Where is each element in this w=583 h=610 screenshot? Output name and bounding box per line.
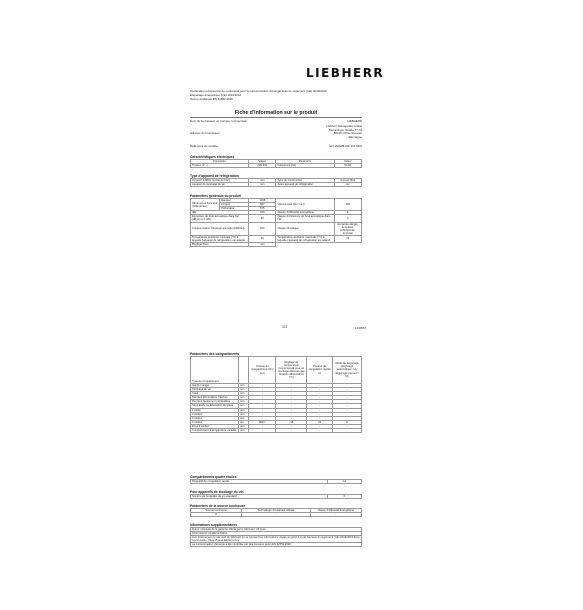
page-number: 1/3 — [282, 325, 287, 329]
general-row — [191, 215, 362, 222]
comp-cell: - — [307, 392, 333, 396]
general-row — [191, 235, 362, 242]
intro-line-2: Étiquetage énergétique (UE) 2019/2016 — [190, 93, 242, 97]
comp-cell: A — [332, 420, 361, 424]
comp-cell: - — [249, 429, 276, 433]
page-title: Fiche d'information sur le produit — [234, 110, 318, 116]
type-cell: à poser libre — [334, 179, 361, 183]
general-cell: E — [334, 211, 361, 215]
general-title: Paramètres généraux du produit — [190, 194, 241, 198]
general-cell: Température ambiante minimale (°C) à laquelle l'appareil de réfrigération est adapté — [191, 235, 249, 242]
intro-line-3: Norme appliquée EN 62552:2020 — [190, 97, 233, 101]
general-cell — [334, 243, 361, 247]
comp-cell: - — [249, 384, 276, 388]
comp-table — [190, 356, 362, 433]
comp-cell: Zone 2 étoiles — [191, 424, 239, 428]
elec-c4: 50-60 — [334, 164, 361, 168]
comp-cell: non — [238, 388, 248, 392]
comp-cell: - — [307, 429, 333, 433]
comp-cell: 4 étoiles — [191, 420, 239, 424]
intro-line-1: Déclaration européenne de conformité pour la consommation d'énergie selon le règlement (UE) 2019/2016 — [190, 89, 327, 93]
comp-cell: non — [238, 424, 248, 428]
comp-cell: non — [238, 400, 248, 404]
comp-cell: - — [332, 412, 361, 416]
wine-label: Nombre de bouteilles de vin standard — [191, 495, 328, 499]
comp-cell: - — [249, 400, 276, 404]
comp-h: Pouvoir de congélation (kg/24 h) — [307, 357, 333, 384]
comp-cell: non — [238, 429, 248, 433]
general-cell: C — [334, 215, 361, 222]
dim-name: Largeur — [220, 203, 249, 207]
elec-table — [190, 159, 362, 168]
comp-cell: - — [332, 416, 361, 420]
comp-cell: - — [249, 424, 276, 428]
light-cell: - — [242, 513, 310, 517]
light-cell: - — [310, 513, 361, 517]
type-cell: Type de construction — [276, 179, 334, 183]
light-h: Classe d'efficacité énergétique — [310, 509, 361, 513]
type-cell: non — [249, 179, 276, 183]
general-table — [190, 198, 362, 247]
comp-cell: - — [307, 400, 333, 404]
general-cell: 10 — [249, 235, 276, 242]
comp-cell: - — [249, 396, 276, 400]
info-label-2: Adresse du fournisseur — [190, 131, 220, 135]
general-cell — [276, 243, 334, 247]
comp-cell: non — [238, 416, 248, 420]
dim-value: 597 — [249, 203, 276, 207]
wine-value: 0 — [327, 495, 361, 499]
comp-cell: - — [276, 396, 307, 400]
extra-line: Informations supplémentaires: — [191, 532, 362, 536]
comp-cell: - — [307, 396, 333, 400]
general-cell: Température ambiante maximale (°C) à laquelle l'appareil de réfrigération est adapté — [276, 235, 334, 242]
extra-title: Informations supplémentaires — [190, 523, 238, 527]
comp-h — [238, 357, 248, 384]
volume-label: Volume total (dm³ ou l) — [276, 199, 334, 211]
comp-cell: - — [307, 384, 333, 388]
elec-h4: Valeur — [334, 160, 361, 164]
info-value-3: EN 16DWB (EF 201 991) — [329, 144, 362, 148]
general-row — [191, 243, 362, 247]
comp-cell: - — [249, 408, 276, 412]
four-star-value: oui — [327, 480, 361, 484]
elec-h3: Paramètre — [276, 160, 334, 164]
general-cell: 36 — [249, 215, 276, 222]
wine-table — [190, 494, 362, 499]
elec-c1: Tension (V ~) — [191, 164, 249, 168]
dim-value: 1465 — [249, 199, 276, 203]
comp-title: Paramètres des compartiments — [190, 352, 240, 356]
comp-cell: - — [249, 416, 276, 420]
comp-h: Type de compartiment — [191, 357, 239, 384]
info-label-1: Nom du fournisseur ou marque commerciale — [190, 119, 248, 123]
comp-cell: - — [307, 424, 333, 428]
elec-title: Caractéristiques électriques — [190, 155, 235, 159]
extra-table — [190, 527, 362, 547]
title-rule — [190, 117, 362, 118]
comp-cell: non — [238, 408, 248, 412]
dim-value: 675 — [249, 207, 276, 211]
type-cell: non — [249, 183, 276, 187]
elec-c2: 220-240 — [249, 164, 276, 168]
comp-cell: - — [332, 392, 361, 396]
info-value-1: LIEBHERR — [347, 119, 362, 123]
comp-cell: - — [332, 384, 361, 388]
comp-cell: - — [332, 388, 361, 392]
comp-cell: 399,7 — [249, 420, 276, 424]
light-h: Source lumineuse — [191, 509, 242, 513]
comp-cell: - — [249, 404, 276, 408]
type-row — [191, 183, 362, 187]
general-cell: Classe d'émissions de bruit acoustique dans l'air — [276, 215, 334, 222]
light-h: Technologie d'éclairage utilisée — [242, 509, 310, 513]
comp-cell: - — [332, 408, 361, 412]
comp-cell: non — [238, 404, 248, 408]
comp-cell: - — [332, 400, 361, 404]
comp-cell: - — [276, 408, 307, 412]
general-cell: Classe climatique — [276, 222, 334, 235]
general-cell: non — [249, 243, 276, 247]
comp-cell: - — [332, 396, 361, 400]
light-title: Paramètres de la source lumineuse — [190, 504, 246, 508]
comp-cell: Stockage du vin — [191, 388, 239, 392]
comp-cell: - — [276, 404, 307, 408]
comp-cell: 24 — [307, 420, 333, 424]
comp-cell: Garde-manger — [191, 384, 239, 388]
elec-h2: Valeur — [249, 160, 276, 164]
doc-code: 1234567 — [355, 326, 367, 330]
comp-cell: - — [307, 412, 333, 416]
dim-name: Profondeur — [220, 207, 249, 211]
type-cell: Appareil de stockage du vin — [191, 183, 249, 187]
dims-label: Dimensions hors tout (millimètres) — [191, 199, 220, 211]
wine-title: Pour appareils de stockage du vin — [190, 490, 244, 494]
comp-cell: - — [276, 412, 307, 416]
comp-cell: - — [332, 429, 361, 433]
comp-cell: - — [276, 384, 307, 388]
comp-cell: Cave — [191, 392, 239, 396]
comp-cell: - — [307, 416, 333, 420]
comp-cell: oui — [238, 420, 248, 424]
comp-cell: - — [332, 404, 361, 408]
comp-cell: 1 étoile — [191, 408, 239, 412]
dim-name: Hauteur — [220, 199, 249, 203]
volume-value: 399 — [334, 199, 361, 211]
four-star-table — [190, 479, 362, 484]
info-label-3: Référence du modèle — [190, 144, 218, 148]
type-cell: oui — [334, 183, 361, 187]
four-star-label: Dispositif de congélation rapide — [191, 480, 328, 484]
comp-cell: -18 — [276, 420, 307, 424]
general-cell: IEE — [191, 211, 249, 215]
elec-h1: Paramètre — [191, 160, 249, 164]
comp-cell: non — [238, 384, 248, 388]
comp-cell: non — [238, 396, 248, 400]
comp-cell: - — [276, 416, 307, 420]
comp-cell: non — [238, 392, 248, 396]
extra-line: La consommation d'énergie a été contrôlée par des mesures selon EN 62552:2020. — [191, 543, 362, 547]
info-value-2: Liebherr-Hausgeräte GmbH Memminger Straße 77-79 88416 Ochsenhausen Allemagne — [326, 124, 362, 139]
comp-cell: non — [238, 412, 248, 416]
comp-h: Réglage de température recommandé pour un stockage optimisé des denrées alimentaires (°C) — [276, 357, 307, 384]
comp-cell: - — [307, 404, 333, 408]
comp-cell: Sans étoile ou fabrication de glace — [191, 404, 239, 408]
comp-cell: - — [276, 388, 307, 392]
comp-cell: - — [276, 392, 307, 396]
general-row — [191, 222, 362, 235]
comp-h: Volume du compartiment (dm³ ou l) — [249, 357, 276, 384]
general-cell: Classe d'efficacité énergétique — [276, 211, 334, 215]
general-cell: Émissions de bruit acoustique dans l'air (dB(A) re 1 pW) — [191, 215, 249, 222]
comp-cell: - — [249, 412, 276, 416]
light-table — [190, 508, 362, 517]
comp-cell: - — [307, 408, 333, 412]
general-cell: Réglage hiver — [191, 243, 249, 247]
comp-cell: - — [249, 392, 276, 396]
light-cell: 0 — [191, 513, 242, 517]
type-cell: Appareil à faible niveau de bruit — [191, 179, 249, 183]
comp-cell: - — [249, 388, 276, 392]
comp-cell: - — [276, 400, 307, 404]
comp-cell: - — [276, 429, 307, 433]
general-cell: Consommation d'énergie annuelle (kWh/an) — [191, 222, 249, 235]
elec-c3: Fréquence (Hz) — [276, 164, 334, 168]
four-star-title: Compartiments quatre étoiles — [190, 475, 237, 479]
general-cell: 100 — [249, 211, 276, 215]
comp-cell: Compartiment à température variable — [192, 429, 237, 433]
general-cell: tempérée élargie, tempérée, subtropicale, tropicale — [334, 222, 361, 235]
brand-logo: LIEBHERR — [306, 66, 385, 80]
comp-cell: 3 étoiles — [191, 416, 239, 420]
comp-cell: - — [307, 388, 333, 392]
type-title: Type d'appareil de réfrigération — [190, 174, 239, 178]
comp-cell: - — [332, 424, 361, 428]
general-cell: 213 — [249, 222, 276, 235]
general-cell: 43 — [334, 235, 361, 242]
comp-cell: Denrées alimentaires fraîches — [191, 396, 239, 400]
extra-line: Durée minimale de la garantie offerte par le fabricant: 24 mois — [191, 528, 362, 532]
comp-cell: 2 étoiles — [191, 412, 239, 416]
type-cell: Autre appareil de réfrigération — [276, 183, 334, 187]
comp-row — [191, 429, 362, 433]
type-table — [190, 178, 362, 187]
comp-cell: Denrées hautement périssables — [191, 400, 239, 404]
comp-h: Mode de dégivrage (dégivrage automatique = A, dégivrage manuel = M) — [332, 357, 361, 384]
comp-cell: - — [276, 424, 307, 428]
extra-line: Lien Internet vers le site web du fabricant où se trouvent les informations visées au point 4 a) de l'annexe du règlement (UE) 2019/2019 de la Commission: https://home.liebherr.com/ — [192, 536, 360, 543]
